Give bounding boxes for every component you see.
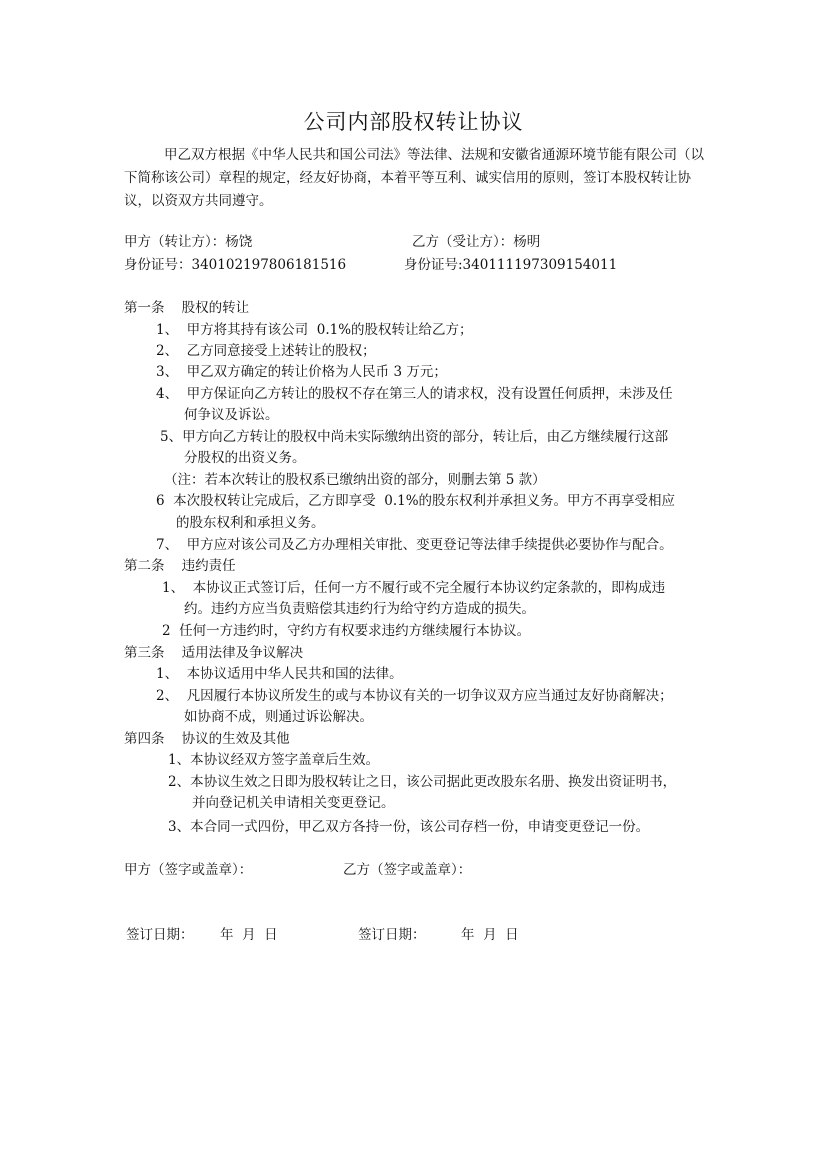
- article3-item: 1、 本协议适用中华人民共和国的法律。: [156, 666, 403, 682]
- article3-item-cont: 如协商不成，则通过诉讼解决。: [184, 709, 373, 725]
- article1-heading: 第一条 股权的转让: [124, 300, 250, 316]
- article1-item: 5、甲方向乙方转让的股权中尚未实际缴纳出资的部分，转让后，由乙方继续履行这部: [160, 429, 669, 445]
- article2-heading: 第二条 违约责任: [124, 558, 236, 574]
- article1-item: 3、 甲乙双方确定的转让价格为人民币 3 万元；: [156, 364, 447, 380]
- article1-item: 7、 甲方应对该公司及乙方办理相关审批、变更登记等法律手续提供必要协作与配合。: [156, 537, 673, 553]
- article1-item: 1、 甲方将其持有该公司 0.1%的股权转让给乙方；: [156, 322, 473, 338]
- article4-item-cont: 并向登记机关申请相关变更登记。: [192, 795, 395, 811]
- article1-item: 6 本次股权转让完成后，乙方即享受 0.1%的股东权利并承担义务。甲方不再享受相应: [156, 493, 676, 509]
- article1-item: 4、 甲方保证向乙方转让的股权不存在第三人的请求权，没有设置任何质押，未涉及任: [156, 386, 673, 402]
- party-a-signature: 甲方（签字或盖章）：: [124, 862, 253, 878]
- party-b-id: 身份证号:340111197309154011: [404, 257, 618, 273]
- article3-item: 2、 凡因履行本协议所发生的或与本协议有关的一切争议双方应当通过友好协商解决；: [156, 688, 673, 704]
- article1-item-cont: 分股权的出资义务。: [184, 450, 306, 466]
- article4-item: 3、本合同一式四份，甲乙双方各持一份，该公司存档一份，申请变更登记一份。: [168, 819, 650, 835]
- party-b-label: 乙方（受让方）：杨明: [412, 234, 541, 250]
- article4-heading: 第四条 协议的生效及其他: [124, 731, 290, 747]
- article1-note: （注：若本次转让的股权系已缴纳出资的部分，则删去第 5 款）: [164, 472, 546, 488]
- party-b-signature: 乙方（签字或盖章）：: [343, 862, 472, 878]
- article2-item: 2 任何一方违约时，守约方有权要求违约方继续履行本协议。: [162, 623, 531, 639]
- article2-item: 1、 本协议正式签订后，任何一方不履行或不完全履行本协议约定条款的，即构成违: [162, 580, 666, 596]
- sign-date-b-label: 签订日期：: [358, 927, 426, 943]
- sign-date-a-label: 签订日期：: [126, 927, 194, 943]
- article2-item-cont: 约。违约方应当负责赔偿其违约行为给守约方造成的损失。: [184, 601, 535, 617]
- document-title: 公司内部股权转让协议: [303, 110, 524, 134]
- article3-heading: 第三条 适用法律及争议解决: [124, 645, 304, 661]
- article1-item: 2、 乙方同意接受上述转让的股权；: [156, 343, 376, 359]
- article4-item: 2、本协议生效之日即为股权转让之日，该公司据此更改股东名册、换发出资证明书，: [168, 774, 677, 790]
- article1-item-cont: 何争议及诉讼。: [184, 407, 279, 423]
- article1-item-cont: 的股东权利和承担义务。: [176, 515, 325, 531]
- party-a-id: 身份证号：340102197806181516: [124, 257, 347, 273]
- party-a-label: 甲方（转让方）：杨饶: [124, 234, 253, 250]
- sign-date-b-value: 年 月 日: [461, 927, 519, 943]
- article4-item: 1、本协议经双方签字盖章后生效。: [168, 752, 380, 768]
- intro-paragraph: 甲乙双方根据《中华人民共和国公司法》等法律、法规和安徽省通源环境节能有限公司（以下简称该公司）章程的规定，经友好协商，本着平等互利、诚实信用的原则，签订本股权转让协议，以资双方共同遵守。: [124, 147, 704, 209]
- sign-date-a-value: 年 月 日: [220, 927, 278, 943]
